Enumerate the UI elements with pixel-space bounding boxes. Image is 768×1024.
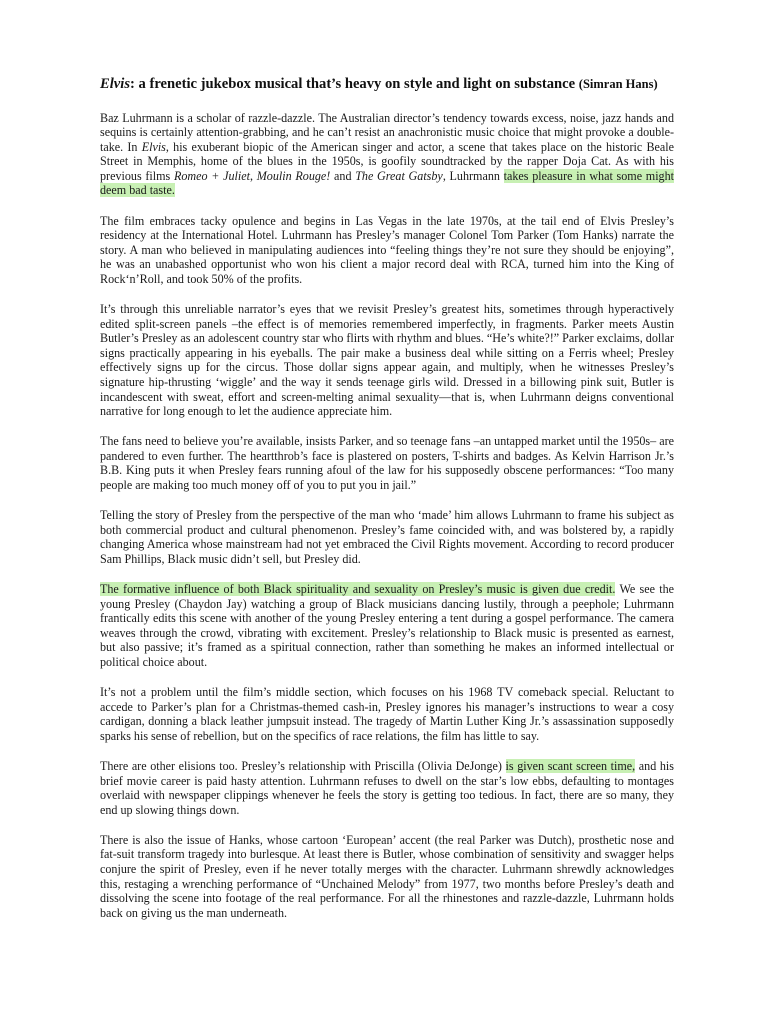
article-paragraph	[100, 833, 674, 921]
article-paragraph	[100, 111, 674, 199]
highlighted-text: is given scant screen time,	[505, 758, 636, 773]
paragraph-text: and	[330, 168, 356, 183]
paragraph-list	[100, 111, 674, 921]
highlighted-text: The formative influence of both Black spirituality and sexuality on Presley’s music is given due credit.	[100, 582, 616, 597]
paragraph-text: We see the young Presley (Chaydon Jay) watching a group of Black musicians dancing lustily, through a peephole; Luhrmann frantically edits this scene with another of the young Presley entering a tent during a gospel performance. The camera weaves through the crowd, vibrating with excitement. Presley’s relationship to Black music is presented as earnest, but also passive; it’s framed as a spiritual connection, rather than something he makes an informed intellectual or political choice about.	[100, 582, 674, 669]
paragraph-text: It’s not a problem until the film’s middle section, which focuses on his 1968 TV comeback special. Reluctant to accede to Parker’s plan for a Christmas-themed cash-in, Presley ignores his manager’s instructions to wear a cosy cardigan, donning a black leather jumpsuit instead. The tragedy of Martin Luther King Jr.’s assassination supposedly sparks his sense of rebellion, but on the specifics of race relations, the film has little to say.	[100, 685, 674, 743]
paragraph-text: Baz Luhrmann is a scholar of razzle-dazzle. The Australian director’s tendency towards excess, noise, jazz hands and sequins is certainly attention-grabbing, and he can’t resist an anachronistic music choice that might provoke a double-take. In	[100, 110, 674, 154]
paragraph-text: There is also the issue of Hanks, whose cartoon ‘European’ accent (the real Parker was Dutch), prosthetic nose and fat-suit transform tragedy into burlesque. At least there is Butler, whose combination of sensitivity and swagger helps conjure the spirit of Presley, even if he never totally merges with the character. Luhrmann shrewdly acknowledges this, restaging a wrenching performance of “Unchained Melody” from 1977, two months before Presley’s death and dissolving the scene into footage of the real performance. For all the rhinestones and razzle-dazzle, Luhrmann holds back on giving us the man underneath.	[100, 832, 674, 920]
italic-title-text: Romeo + Juliet	[173, 168, 250, 183]
paragraph-text: There are other elisions too. Presley’s relationship with Priscilla (Olivia DeJonge)	[100, 758, 506, 773]
italic-title-text: Moulin Rouge!	[256, 168, 331, 183]
article-paragraph	[100, 214, 674, 287]
paragraph-text: and his brief movie career is paid hasty attention. Luhrmann refuses to dwell on the star’s low ebbs, defaulting to montages overlaid with newspaper clippings whenever he feels the story is getting too tedious. In fact, there are so many, they end up slowing things down.	[100, 758, 674, 817]
article-body	[100, 76, 674, 936]
paragraph-text: The fans need to believe you’re available, insists Parker, and so teenage fans –an untapped market until the 1950s– are pandered to even further. The heartthrob’s face is plastered on posters, T-shirts and badges. As Kelvin Harrison Jr.’s B.B. King puts it when Presley fears running afoul of the law for his supposedly obscene performances: “Too many people are making too much money off of you to put you in jail.”	[100, 434, 674, 493]
highlighted-text: takes pleasure in what some might deem bad taste.	[100, 168, 675, 198]
article-paragraph	[100, 582, 674, 670]
italic-title-text: Elvis	[141, 139, 166, 154]
article-paragraph	[100, 434, 674, 492]
paragraph-text: , his exuberant biopic of the American singer and actor, a scene that takes place on the historic Beale Street in Memphis, home of the blues in the 1950s, is goofily soundtracked by the rapper Doja Cat. As with his previous films	[100, 139, 674, 183]
paragraph-text: It’s through this unreliable narrator’s eyes that we revisit Presley’s greatest hits, sometimes through hyperactively edited split-screen panels –the effect is of memories remembered imperfectly, in fragments. Parker meets Austin Butler’s Presley as an adolescent country star who flirts with rhythm and blues. “He’s white?!” Parker exclaims, dollar signs practically appearing in his eyeballs. The pair make a business deal while sitting on a Ferris wheel; Presley effectively signs up for the circus. Those dollar signs appear again, and multiply, when he witnesses Presley’s signature hip-thrusting ‘wiggle’ and the way it sends teenage girls wild. Dressed in a billowing pink suit, Butler is incandescent with sweat, effort and screen-melting animal sexuality—that is, when Luhrmann deigns conventional narrative for long enough to let the audience appreciate him.	[100, 302, 674, 419]
article-paragraph	[100, 508, 674, 566]
author-byline: (Simran Hans)	[578, 77, 658, 91]
title-film-name: Elvis	[100, 76, 130, 92]
italic-title-text: The Great Gatsby	[355, 168, 443, 183]
paragraph-text: Telling the story of Presley from the perspective of the man who ‘made’ him allows Luhrmann to frame his subject as both commercial product and cultural phenomenon. Presley’s fame coincided with, and was bolstered by, a rapidly changing America whose mainstream had not yet embraced the Civil Rights movement. According to record producer Sam Phillips, Black music didn’t sell, but Presley did.	[100, 508, 674, 566]
paragraph-text: The film embraces tacky opulence and begins in Las Vegas in the late 1970s, at the tail end of Elvis Presley’s residency at the International Hotel. Luhrmann has Presley’s manager Colonel Tom Parker (Tom Hanks) narrate the story. A man who believed in manipulating audiences into “feeling things they’re not sure they should be enjoying”, he was an unabashed opportunist who won his client a major record deal with RCA, turned him into the King of Rock‘n’Roll, and took 50% of the profits.	[100, 213, 674, 286]
article-paragraph	[100, 759, 674, 817]
article-paragraph	[100, 685, 674, 743]
paragraph-text: ,	[249, 168, 257, 183]
paragraph-text: , Luhrmann	[442, 168, 504, 183]
article-paragraph	[100, 302, 674, 419]
title-text: : a frenetic jukebox musical that’s heavy on style and light on substance	[130, 76, 576, 92]
article-title	[100, 76, 674, 93]
